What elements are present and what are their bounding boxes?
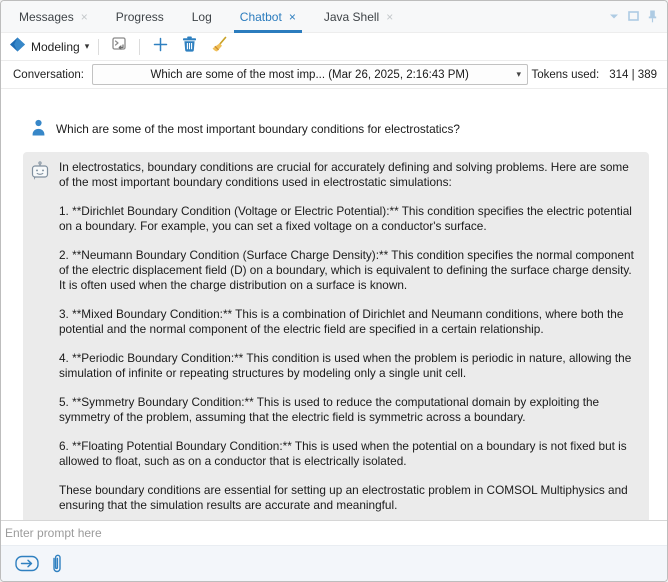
user-avatar-icon xyxy=(31,119,46,141)
mode-label: Modeling xyxy=(31,39,80,54)
window-controls xyxy=(609,1,667,32)
bot-paragraph: 5. **Symmetry Boundary Condition:** This is used to reduce the computational domain by exploiting the symmetry of the problem, assuming that the electric field is symmetric across a boundary. xyxy=(59,395,600,424)
tab-java-shell[interactable] xyxy=(310,1,407,32)
bot-paragraph: In electrostatics, boundary conditions are crucial for accurately defining and solving problems. Here are some of the most important boundary conditions used in electrostatic simulations: xyxy=(59,160,629,189)
delete-icon xyxy=(182,36,197,57)
paperclip-icon xyxy=(51,553,63,574)
close-icon[interactable]: × xyxy=(386,9,394,24)
prompt-input[interactable] xyxy=(1,521,667,545)
send-icon xyxy=(15,555,39,572)
tab-chatbot[interactable] xyxy=(226,1,310,32)
prompt-bar xyxy=(1,520,667,545)
prompt-actions xyxy=(1,545,667,581)
insert-prompt-button[interactable] xyxy=(108,36,130,58)
close-icon[interactable]: × xyxy=(80,9,88,24)
bot-avatar-icon xyxy=(30,161,50,187)
user-message-text: Which are some of the most important boundary conditions for electrostatics? xyxy=(56,122,460,136)
tokens-label: Tokens used: xyxy=(531,68,600,81)
chevron-down-icon: ▾ xyxy=(516,69,521,79)
bot-paragraph: These boundary conditions are essential for setting up an electrostatic problem in COMSOL Multiphysics and ensuring that the simulation results are accurate and meaningful. xyxy=(59,483,628,512)
maximize-icon[interactable] xyxy=(628,11,639,22)
tokens-value: 314 | 389 xyxy=(609,68,657,81)
conversation-bar xyxy=(1,61,667,89)
add-icon xyxy=(153,37,168,57)
tab-messages[interactable] xyxy=(5,1,102,32)
bot-paragraph: 1. **Dirichlet Boundary Condition (Voltage or Electric Potential):** This condition specifies the electric potential on a boundary. For example, you can set a fixed voltage on a conductor's surface. xyxy=(59,204,632,233)
bot-paragraph: 4. **Periodic Boundary Condition:** This condition is used when the problem is periodic in nature, allowing the simulation of infinite or repeating structures by modeling only a single unit cell. xyxy=(59,351,632,380)
bot-paragraph: 3. **Mixed Boundary Condition:** This is a combination of Dirichlet and Neumann conditions, where both the potential and the normal component of the electric field are specified in a certain relationship. xyxy=(59,307,624,336)
conversation-selected-value: Which are some of the most imp... (Mar 26, 2025, 2:16:43 PM) xyxy=(150,68,469,81)
insert-prompt-icon xyxy=(111,36,127,57)
toolbar-separator xyxy=(98,39,99,55)
clear-broom-icon xyxy=(210,36,227,58)
mode-dropdown[interactable] xyxy=(9,37,89,57)
chat-history[interactable] xyxy=(1,89,667,520)
delete-conversation-button[interactable] xyxy=(178,36,200,58)
user-message xyxy=(23,119,649,141)
modeling-diamond-icon xyxy=(9,37,26,57)
new-conversation-button[interactable] xyxy=(149,36,171,58)
tab-label: Chatbot xyxy=(239,9,282,24)
chatbot-toolbar xyxy=(1,33,667,61)
close-icon[interactable]: × xyxy=(288,9,296,24)
chevron-down-icon: ▾ xyxy=(84,41,90,51)
tab-label: Messages xyxy=(19,9,74,24)
tab-label: Progress xyxy=(115,9,164,24)
tab-log[interactable] xyxy=(178,1,226,32)
pin-icon[interactable] xyxy=(648,10,657,23)
tab-label: Java Shell xyxy=(323,9,380,24)
tab-progress[interactable] xyxy=(102,1,178,32)
bot-message-text xyxy=(59,160,637,513)
toolbar-separator xyxy=(139,39,140,55)
bot-message xyxy=(23,152,649,520)
tokens-used xyxy=(531,69,659,81)
tab-bar xyxy=(1,1,667,33)
attach-file-button[interactable] xyxy=(51,553,63,574)
view-menu-icon[interactable] xyxy=(609,13,619,20)
bot-paragraph: 6. **Floating Potential Boundary Condition:** This is used when the potential on a boundary is not fixed but is allowed to float, such as on a conductor that is electrically isolated. xyxy=(59,439,627,468)
clear-conversation-button[interactable] xyxy=(207,36,229,58)
conversation-select[interactable] xyxy=(92,64,528,85)
conversation-label: Conversation: xyxy=(13,68,84,81)
tab-label: Log xyxy=(191,9,212,24)
bot-paragraph: 2. **Neumann Boundary Condition (Surface Charge Density):** This condition specifies the normal component of the electric displacement field (D) on a boundary, which is equivalent to defining the surface charge density. It is often used when the charge distribution on a surface is known. xyxy=(59,248,634,292)
send-prompt-button[interactable] xyxy=(15,555,39,572)
